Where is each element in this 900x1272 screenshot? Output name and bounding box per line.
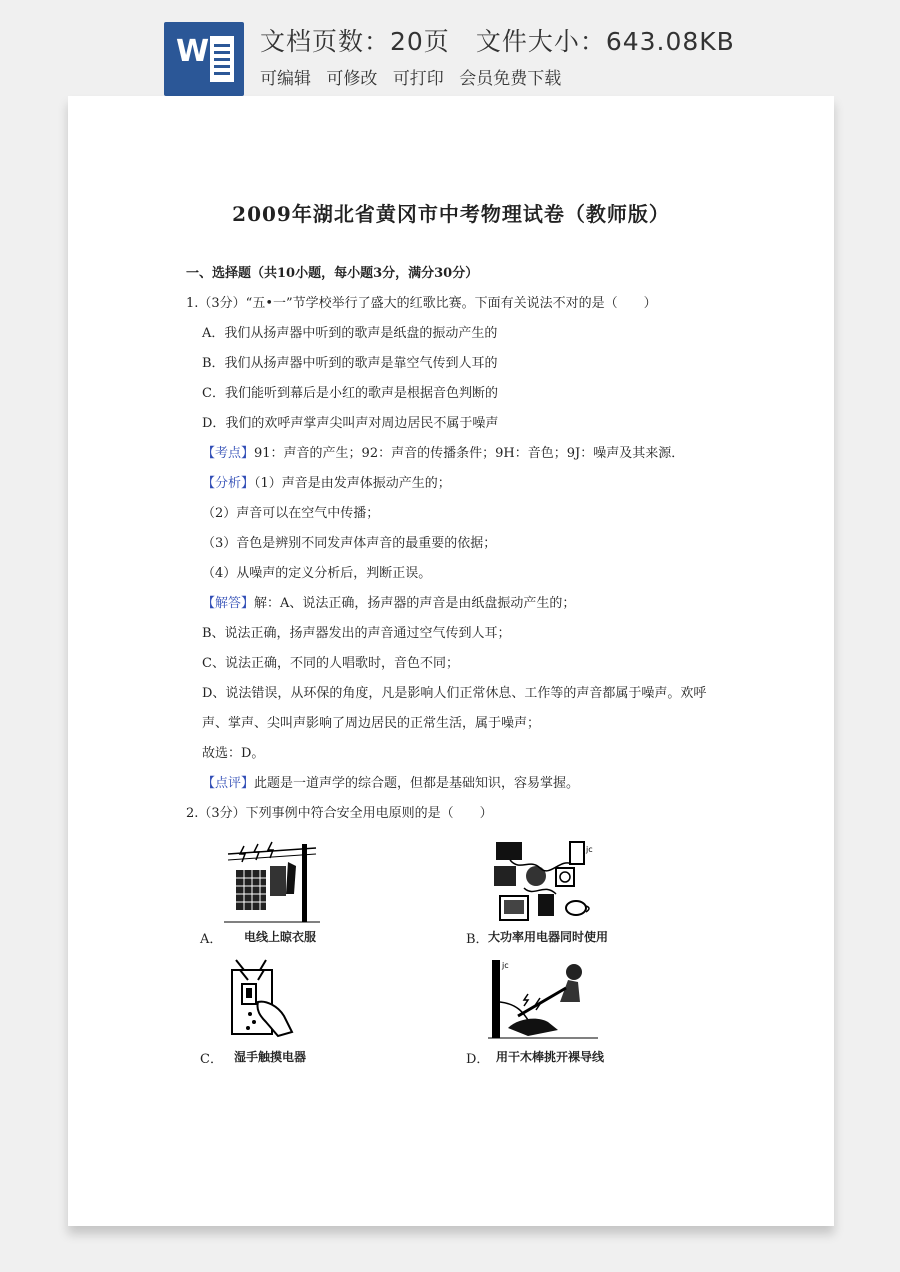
- jieda-line-3: C、说法正确，不同的人唱歌时，音色不同；: [202, 656, 459, 671]
- fenxi-line-4: （4）从噪声的定义分析后，判断正误。: [202, 566, 432, 581]
- jieda-line-5: 声、掌声、尖叫声影响了周边居民的正常生活，属于噪声；: [202, 716, 541, 731]
- feature-list: [260, 64, 735, 89]
- q2-option-c-caption: 湿手触摸电器: [234, 1050, 307, 1064]
- fenxi-line-2: （2）声音可以在空气中传播；: [202, 506, 380, 521]
- q1-option-a: A．我们从扬声器中听到的歌声是纸盘的振动产生的: [202, 326, 498, 341]
- q1-fenxi: [202, 476, 451, 492]
- dianping-tag: 【点评】: [202, 776, 255, 791]
- q1-option-b: B．我们从扬声器中听到的歌声是靠空气传到人耳的: [202, 356, 498, 371]
- kaodian-text: 91：声音的产生；92：声音的传播条件；9H：音色；9J：噪声及其来源．: [254, 446, 685, 461]
- fenxi-line-1: （1）声音是由发声体振动产生的；: [254, 476, 451, 491]
- q2-option-b-letter: B．: [466, 932, 489, 947]
- dianping-text: 此题是一道声学的综合题，但都是基础知识，容易掌握。: [254, 776, 580, 791]
- fenxi-line-3: （3）音色是辨别不同发声体声音的最重要的依据；: [202, 536, 497, 551]
- q1-stem: 1.（3分）“五•一”节学校举行了盛大的红歌比赛。下面有关说法不对的是（ ）: [186, 296, 657, 311]
- q2-option-a-caption: 电线上晾衣服: [244, 930, 317, 944]
- q2-option-c-letter: C．: [200, 1052, 223, 1067]
- feature-editable: 可编辑: [260, 69, 311, 89]
- jieda-line-2: B、说法正确，扬声器发出的声音通过空气传到人耳；: [202, 626, 511, 641]
- q1-dianping: [202, 776, 579, 792]
- feature-modifiable: 可修改: [326, 69, 378, 89]
- q2-option-a-letter: A．: [200, 932, 223, 947]
- appliances-icon: [490, 838, 600, 924]
- svg-text:jc: jc: [502, 961, 509, 970]
- jieda-tag: 【解答】: [202, 596, 255, 611]
- banner-info: [260, 22, 735, 89]
- q1-option-d: D．我们的欢呼声掌声尖叫声对周边居民不属于噪声: [202, 416, 499, 431]
- clothes-on-wire-icon: [224, 840, 320, 924]
- fenxi-tag: 【分析】: [202, 476, 255, 491]
- section-heading: 一、选择题（共10小题，每小题3分，满分30分）: [186, 266, 479, 281]
- q1-kaodian: [202, 446, 684, 462]
- q2-stem: 2.（3分）下列事例中符合安全用电原则的是（ ）: [186, 806, 493, 821]
- jieda-line-4: D、说法错误，从环保的角度，凡是影响人们正常休息、工作等的声音都属于噪声。欢呼: [202, 686, 707, 701]
- document-title: 2009年湖北省黄冈市中考物理试卷（教师版）: [232, 202, 670, 226]
- file-size: 文件大小：643.08KB: [475, 27, 735, 56]
- wet-hand-switch-icon: [222, 956, 296, 1040]
- kaodian-tag: 【考点】: [202, 446, 255, 461]
- download-banner: [0, 0, 900, 100]
- feature-member-download: 会员免费下载: [459, 69, 562, 89]
- document-page: [68, 96, 834, 1226]
- jieda-line-1: 解：A、说法正确，扬声器的声音是由纸盘振动产生的；: [254, 596, 576, 611]
- q2-option-d-letter: D．: [466, 1052, 490, 1067]
- feature-printable: 可打印: [392, 69, 444, 89]
- jieda-line-6: 故选：D。: [202, 746, 265, 761]
- page-count: 文档页数：20页: [260, 27, 450, 56]
- q1-option-c: C．我们能听到幕后是小红的歌声是根据音色判断的: [202, 386, 498, 401]
- wooden-stick-wire-icon: [488, 958, 598, 1040]
- word-file-icon: W: [164, 22, 244, 96]
- q1-jieda: [202, 596, 575, 612]
- svg-text:jc: jc: [586, 845, 593, 854]
- q2-option-d-caption: 用干木棒挑开裸导线: [496, 1050, 605, 1064]
- q2-option-b-caption: 大功率用电器同时使用: [488, 930, 609, 944]
